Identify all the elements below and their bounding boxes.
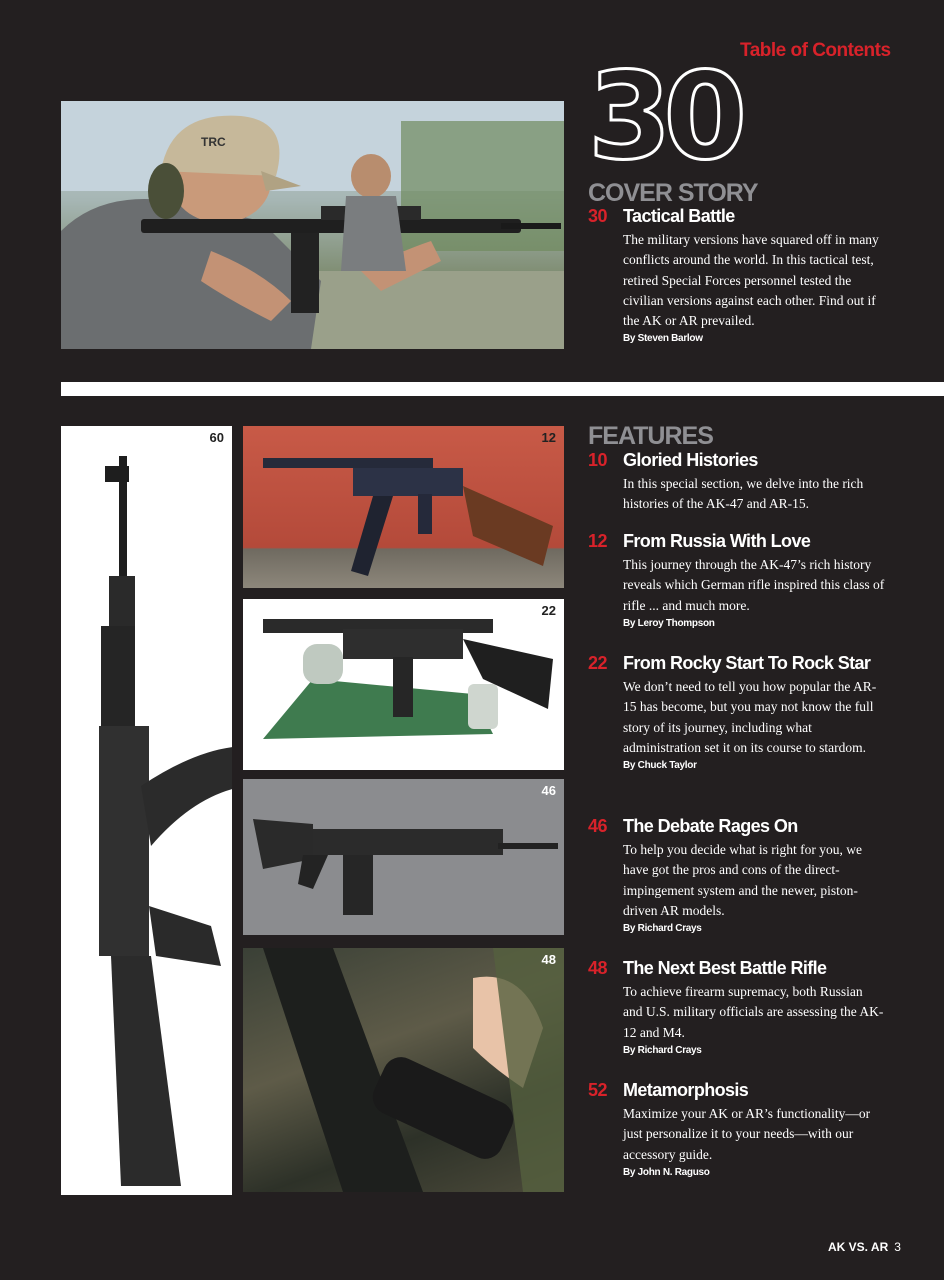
divider-band — [61, 382, 944, 396]
entry-description: To help you decide what is right for you, we have got the pros and cons of the direct-impingement system and the newer, piston-driven AR models. — [623, 842, 862, 918]
footer-page-number: 3 — [894, 1240, 901, 1254]
feature-entry-12[interactable] — [588, 531, 888, 629]
entry-page-number: 48 — [588, 958, 608, 978]
entry-title[interactable]: From Rocky Start To Rock Star — [623, 653, 871, 673]
photo-piston-ar — [243, 779, 564, 935]
entry-page-number: 10 — [588, 450, 608, 470]
ar15-rest-illustration — [243, 599, 564, 770]
entry-page-number: 46 — [588, 816, 608, 836]
photo-page-number-48: 48 — [541, 952, 556, 967]
feature-entry-22[interactable] — [588, 653, 888, 771]
entry-description: In this special section, we delve into the rich histories of the AK-47 and AR-15. — [623, 476, 864, 512]
ak47-illustration — [61, 426, 232, 1195]
photo-page-number-22: 22 — [541, 603, 556, 618]
entry-byline: By Richard Crays — [623, 1044, 702, 1056]
soldier-optics-illustration — [243, 948, 564, 1192]
entry-title[interactable]: From Russia With Love — [623, 531, 811, 551]
entry-description: The military versions have squared off in many conflicts around the world. In this tactical test, retired Special Forces personnel tested the civilian versions against each other. Find out if the AK or AR prevailed. — [623, 232, 879, 329]
entry-byline: By Richard Crays — [623, 923, 702, 935]
cover-big-number: 30 — [588, 48, 739, 187]
entry-byline: By Chuck Taylor — [623, 760, 697, 772]
stg44-illustration — [243, 426, 564, 588]
toc-title: Table of Contents — [740, 40, 891, 61]
entry-title[interactable]: Gloried Histories — [623, 450, 758, 470]
entry-description: To achieve firearm supremacy, both Russian and U.S. military officials are assessing the AK-12 and M4. — [623, 984, 884, 1040]
entry-page-number: 22 — [588, 653, 608, 673]
photo-ar15-rest — [243, 599, 564, 770]
entry-title[interactable]: The Next Best Battle Rifle — [623, 958, 827, 978]
entry-page-number: 12 — [588, 531, 608, 551]
entry-title[interactable]: Tactical Battle — [623, 206, 735, 226]
entry-page-number: 52 — [588, 1080, 608, 1100]
entry-description: Maximize your AK or AR’s functionality—or just personalize it to your needs—with our accessory guide. — [623, 1106, 871, 1162]
entry-page-number: 30 — [588, 206, 608, 226]
entry-byline: By John N. Raguso — [623, 1166, 710, 1178]
cap-logo-text: TRC — [201, 135, 226, 149]
photo-stg44 — [243, 426, 564, 588]
feature-entry-46[interactable] — [588, 816, 888, 934]
cover-photo-illustration — [61, 101, 564, 349]
feature-entry-52[interactable] — [588, 1080, 888, 1178]
photo-page-number-60: 60 — [209, 430, 224, 445]
entry-title[interactable]: The Debate Rages On — [623, 816, 798, 836]
photo-soldier-optics — [243, 948, 564, 1192]
photo-page-number-12: 12 — [541, 430, 556, 445]
entry-description: We don’t need to tell you how popular the AR-15 has become, but you may not know the full story of its journey, including what administration set it on its course to stardom. — [623, 679, 877, 755]
page-footer — [828, 1240, 901, 1254]
feature-entry-10[interactable] — [588, 450, 888, 515]
cover-story-label: COVER STORY — [588, 179, 758, 207]
entry-byline: By Leroy Thompson — [623, 617, 715, 629]
features-label: FEATURES — [588, 422, 713, 450]
piston-ar-illustration — [243, 779, 564, 935]
entry-description: This journey through the AK-47’s rich history reveals which German rifle inspired this class of rifle ... and much more. — [623, 557, 885, 613]
entry-byline: By Steven Barlow — [623, 333, 703, 345]
cover-story-entry[interactable] — [588, 206, 888, 344]
cover-photo — [61, 101, 564, 349]
photo-ak47 — [61, 426, 232, 1195]
footer-magazine-name: AK VS. AR — [828, 1240, 889, 1254]
entry-title[interactable]: Metamorphosis — [623, 1080, 749, 1100]
feature-entry-48[interactable] — [588, 958, 888, 1056]
photo-page-number-46: 46 — [541, 783, 556, 798]
